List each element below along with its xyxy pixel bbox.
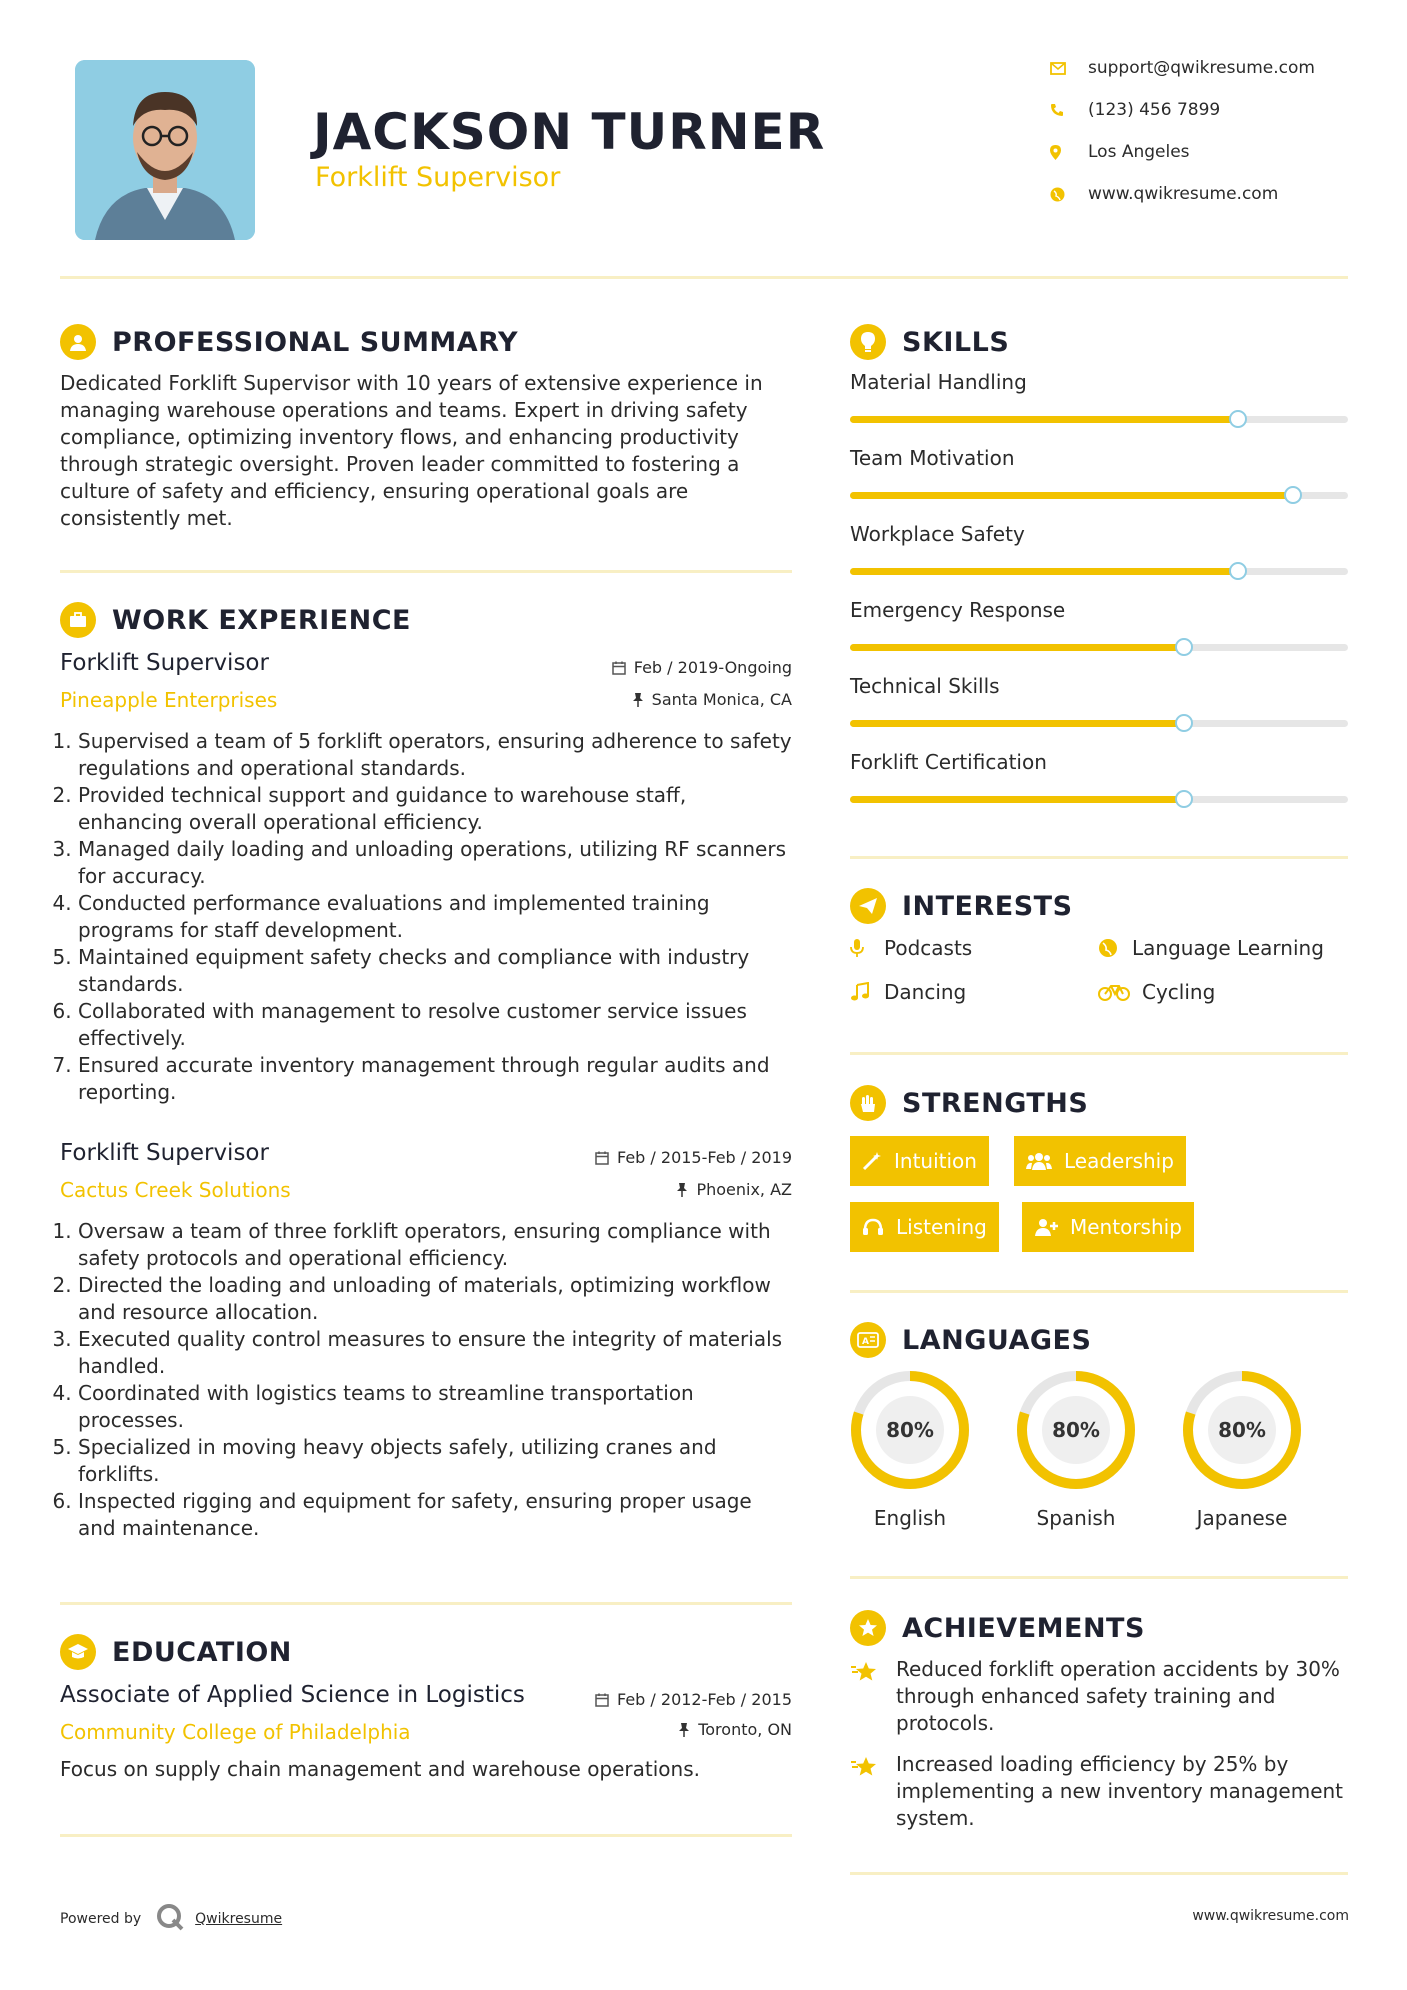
calendar-icon — [595, 1151, 609, 1165]
education-school: Community College of Philadelphia — [60, 1720, 411, 1744]
languages-list — [850, 1370, 1348, 1540]
skill-label: Team Motivation — [850, 446, 1015, 470]
work-heading: WORK EXPERIENCE — [60, 602, 411, 638]
language-percent: 80% — [886, 1418, 934, 1442]
contact-location: Los Angeles — [1050, 142, 1190, 162]
job-1-date: Feb / 2019-Ongoing — [500, 658, 792, 677]
list-item: 6. Collaborated with management to resolve customer service issues effectively. — [78, 998, 795, 1052]
strength-leadership: Leadership — [1014, 1136, 1186, 1186]
strength-mentorship: Mentorship — [1022, 1202, 1194, 1252]
skill-row — [850, 522, 1348, 598]
language-item — [1182, 1370, 1302, 1530]
list-item: 5. Specialized in moving heavy objects safely, utilizing cranes and forklifts. — [78, 1434, 795, 1488]
wand-icon — [862, 1151, 882, 1171]
skill-label: Workplace Safety — [850, 522, 1025, 546]
skill-track — [850, 644, 1348, 651]
work-divider — [60, 1602, 792, 1605]
svg-text:A: A — [862, 1337, 870, 1347]
skill-knob — [1175, 638, 1193, 656]
language-ring — [1016, 1370, 1136, 1490]
skill-fill — [850, 492, 1293, 499]
job-1-location: Santa Monica, CA — [500, 690, 792, 709]
list-item: 4. Conducted performance evaluations and implemented training programs for staff development. — [78, 890, 795, 944]
header-divider — [60, 276, 1348, 279]
list-item: 4. Coordinated with logistics teams to streamline transportation processes. — [78, 1380, 795, 1434]
pushpin-icon — [676, 1182, 688, 1197]
interest-dancing: Dancing — [850, 980, 966, 1004]
interests-divider — [850, 1052, 1348, 1055]
graduation-icon — [60, 1634, 96, 1670]
contact-email[interactable]: support@qwikresume.com — [1050, 58, 1315, 78]
interests-heading: INTERESTS — [850, 888, 1073, 924]
users-icon — [1026, 1151, 1052, 1171]
skill-knob — [1229, 562, 1247, 580]
pushpin-icon — [678, 1722, 690, 1737]
candidate-name: JACKSON TURNER — [313, 103, 826, 161]
skill-track — [850, 720, 1348, 727]
achievement-1: Reduced forklift operation accidents by 30% through enhanced safety training and protocols. — [850, 1656, 1350, 1737]
list-item: 1. Oversaw a team of three forklift operators, ensuring compliance with safety protocols and operational efficiency. — [78, 1218, 795, 1272]
achievement-2: Increased loading efficiency by 25% by implementing a new inventory management system. — [850, 1751, 1350, 1832]
education-date: Feb / 2012-Feb / 2015 — [500, 1690, 792, 1709]
list-item: 5. Maintained equipment safety checks and compliance with industry standards. — [78, 944, 795, 998]
job-1-company: Pineapple Enterprises — [60, 688, 278, 712]
contact-phone[interactable]: (123) 456 7899 — [1050, 100, 1220, 120]
globe-icon — [1050, 187, 1088, 202]
language-item — [850, 1370, 970, 1530]
strength-listening: Listening — [850, 1202, 999, 1252]
headphones-icon — [862, 1217, 884, 1237]
envelope-icon — [1050, 62, 1088, 75]
skill-row — [850, 446, 1348, 522]
skill-knob — [1175, 790, 1193, 808]
skill-track — [850, 568, 1348, 575]
user-plus-icon — [1034, 1217, 1058, 1237]
globe-icon — [1098, 938, 1132, 958]
education-text: Focus on supply chain management and warehouse operations. — [60, 1757, 700, 1781]
skill-fill — [850, 644, 1184, 651]
skill-label: Material Handling — [850, 370, 1027, 394]
job-2-company: Cactus Creek Solutions — [60, 1178, 291, 1202]
education-degree: Associate of Applied Science in Logistics — [60, 1682, 525, 1708]
footer-url[interactable]: www.qwikresume.com — [1192, 1908, 1349, 1924]
language-name: Spanish — [1036, 1506, 1116, 1530]
skill-knob — [1284, 486, 1302, 504]
interest-cycling: Cycling — [1098, 980, 1215, 1004]
education-location: Toronto, ON — [500, 1720, 792, 1739]
skill-track — [850, 796, 1348, 803]
pushpin-icon — [632, 692, 644, 707]
skill-row — [850, 674, 1348, 750]
language-ring — [850, 1370, 970, 1490]
languages-divider — [850, 1576, 1348, 1579]
list-item: 7. Ensured accurate inventory management through regular audits and reporting. — [78, 1052, 795, 1106]
language-item — [1016, 1370, 1136, 1530]
job-2-title: Forklift Supervisor — [60, 1140, 269, 1166]
job-1-bullets — [60, 728, 795, 1106]
list-item: 1. Supervised a team of 5 forklift operators, ensuring adherence to safety regulations and operational standards. — [78, 728, 795, 782]
skill-fill — [850, 720, 1184, 727]
list-item: 2. Directed the loading and unloading of materials, optimizing workflow and resource allocation. — [78, 1272, 795, 1326]
job-2-location: Phoenix, AZ — [500, 1180, 792, 1199]
skill-label: Technical Skills — [850, 674, 1000, 698]
achievements-divider — [850, 1872, 1348, 1875]
list-item: 3. Managed daily loading and unloading operations, utilizing RF scanners for accuracy. — [78, 836, 795, 890]
language-percent: 80% — [1218, 1418, 1266, 1442]
footer-powered: Powered by Qwikresume — [60, 1902, 282, 1936]
job-2-bullets — [60, 1218, 795, 1542]
summary-divider — [60, 570, 792, 573]
interest-podcasts: Podcasts — [850, 936, 972, 960]
list-item: 6. Inspected rigging and equipment for safety, ensuring proper usage and maintenance. — [78, 1488, 795, 1542]
skill-track — [850, 416, 1348, 423]
skill-row — [850, 750, 1348, 826]
music-note-icon — [850, 982, 884, 1002]
job-1-title: Forklift Supervisor — [60, 650, 269, 676]
language-name: Japanese — [1196, 1506, 1288, 1530]
lightbulb-icon — [850, 324, 886, 360]
job-2-date: Feb / 2015-Feb / 2019 — [500, 1148, 792, 1167]
skill-label: Emergency Response — [850, 598, 1066, 622]
paper-plane-icon — [850, 888, 886, 924]
star-icon — [850, 1656, 896, 1737]
skill-label: Forklift Certification — [850, 750, 1047, 774]
calendar-icon — [612, 661, 626, 675]
skill-row — [850, 598, 1348, 674]
skill-track — [850, 492, 1348, 499]
briefcase-icon — [60, 602, 96, 638]
summary-heading: PROFESSIONAL SUMMARY — [60, 324, 518, 360]
language-name: English — [873, 1506, 947, 1530]
bicycle-icon — [1098, 983, 1142, 1001]
hand-icon — [850, 1085, 886, 1121]
profile-photo — [75, 60, 255, 240]
location-pin-icon — [1050, 145, 1088, 160]
user-icon — [60, 324, 96, 360]
star-icon — [850, 1610, 886, 1646]
skill-row — [850, 370, 1348, 446]
calendar-icon — [595, 1693, 609, 1707]
skill-fill — [850, 416, 1238, 423]
languages-heading: A LANGUAGES — [850, 1322, 1091, 1358]
footer-brand-link[interactable]: Qwikresume — [195, 1911, 283, 1927]
skill-fill — [850, 796, 1184, 803]
strengths-heading: STRENGTHS — [850, 1085, 1088, 1121]
list-item: 3. Executed quality control measures to ensure the integrity of materials handled. — [78, 1326, 795, 1380]
skills-divider — [850, 856, 1348, 859]
summary-text: Dedicated Forklift Supervisor with 10 years of extensive experience in managing warehouse operations and teams. Expert in driving safety compliance, optimizing inventory flows, and enhancing productivity through strategic oversight. Proven leader committed to fostering a culture of safety and efficiency, ensuring operational goals are consistently met. — [60, 371, 763, 530]
qwikresume-logo-icon — [155, 1902, 185, 1936]
language-ring — [1182, 1370, 1302, 1490]
strengths-divider — [850, 1290, 1348, 1293]
skill-fill — [850, 568, 1238, 575]
language-percent: 80% — [1052, 1418, 1100, 1442]
strength-intuition: Intuition — [850, 1136, 989, 1186]
phone-icon — [1050, 103, 1088, 117]
education-divider — [60, 1834, 792, 1837]
contact-website[interactable]: www.qwikresume.com — [1050, 184, 1278, 204]
skill-knob — [1229, 410, 1247, 428]
list-item: 2. Provided technical support and guidance to warehouse staff, enhancing overall operational efficiency. — [78, 782, 795, 836]
skill-knob — [1175, 714, 1193, 732]
education-heading: EDUCATION — [60, 1634, 292, 1670]
candidate-role: Forklift Supervisor — [315, 162, 561, 193]
language-icon — [850, 1322, 886, 1358]
skills-heading: SKILLS — [850, 324, 1009, 360]
achievements-heading: ACHIEVEMENTS — [850, 1610, 1145, 1646]
star-icon — [850, 1751, 896, 1832]
microphone-icon — [850, 938, 884, 958]
interest-language-learning: Language Learning — [1098, 936, 1324, 960]
